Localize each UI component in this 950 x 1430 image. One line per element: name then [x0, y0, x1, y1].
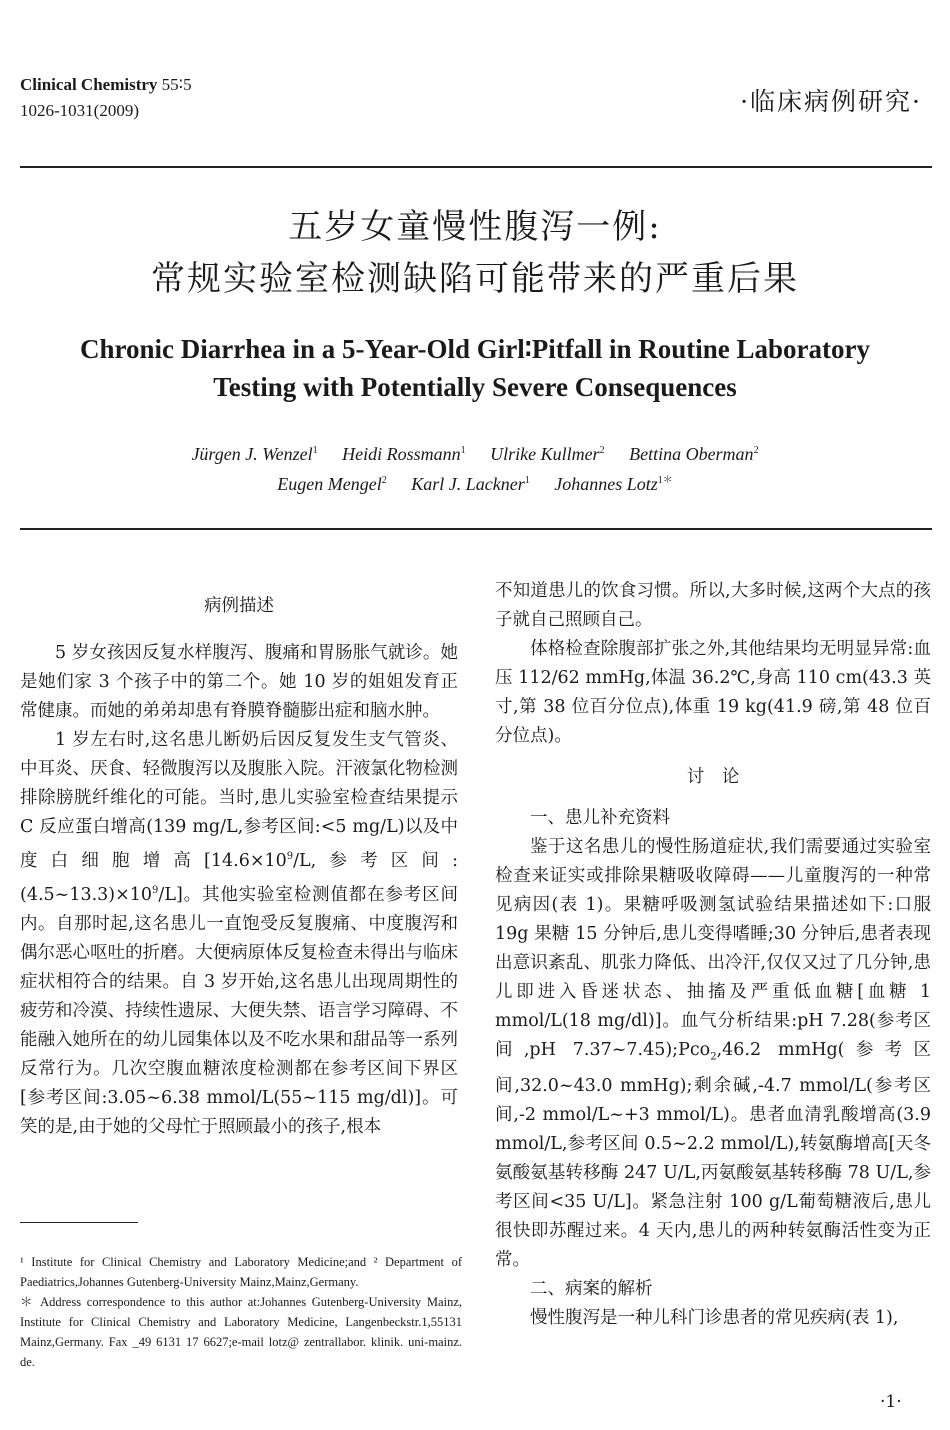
- author: Karl J. Lackner$^1$: [411, 474, 530, 494]
- author: Eugen Mengel$^2$: [277, 474, 387, 494]
- title-en-line1: Chronic Diarrhea in a 5-Year-Old Girl∶Pitfall in Routine Laboratory: [80, 334, 870, 364]
- section-heading-discussion: 讨 论: [686, 767, 740, 787]
- discussion-paragraph-2: 慢性腹泻是一种儿科门诊患者的常见疾病(表 1),: [530, 1307, 899, 1328]
- volume-issue: 55∶5: [161, 75, 192, 94]
- case-paragraph-continued: 不知道患儿的饮食习惯。所以,大多时候,这两个大点的孩子就自己照顾自己。: [495, 581, 931, 630]
- author-line-2: [0, 466, 950, 499]
- footnote-rule: [20, 1222, 138, 1223]
- pages-year: 1026-1031(2009): [20, 101, 139, 120]
- case-paragraph-1: 5 岁女孩因反复水样腹泻、腹痛和胃肠胀气就诊。她是她们家 3 个孩子中的第二个。她 10 岁的姐姐发育正常健康。而她的弟弟却患有脊膜脊髓膨出症和脑水肿。: [20, 643, 458, 721]
- journal-citation: [20, 72, 192, 124]
- author: Ulrike Kullmer$^2$: [490, 444, 605, 464]
- left-column: [20, 592, 458, 1142]
- author: Johannes Lotz$^{1*}$: [554, 474, 673, 494]
- footnotes: [20, 1252, 462, 1372]
- subheading-analysis: 二、病案的解析: [530, 1278, 653, 1299]
- footnote-affiliations: ¹ Institute for Clinical Chemistry and Laboratory Medicine;and ² Department of Paediatrics,Johannes Gutenberg-University Mainz,Mainz,Germany.: [20, 1255, 462, 1289]
- exam-paragraph: 体格检查除腹部扩张之外,其他结果均无明显异常:血压 112/62 mmHg,体温 36.2℃,身高 110 cm(43.3 英寸,第 38 位百分位点),体重 19 kg(41.9 磅,第 48 位百分位点)。: [495, 639, 931, 746]
- right-column: [495, 577, 931, 1333]
- subheading-supplementary: 一、患儿补充资料: [530, 808, 670, 828]
- author: Bettina Oberman$^2$: [629, 444, 759, 464]
- author-line-1: [0, 436, 950, 469]
- journal-name: Clinical Chemistry: [20, 75, 158, 94]
- author: Jürgen J. Wenzel$^1$: [191, 444, 318, 464]
- case-paragraph-2: 1 岁左右时,这名患儿断奶后因反复发生支气管炎、中耳炎、厌食、轻微腹泻以及腹胀入院。汗液氯化物检测排除膀胱纤维化的可能。当时,患儿实验室检查结果提示 C 反应蛋白增高(139 mg/L,参考区间:<5 mg/L)以及中度白细胞增高[$14.6\times 10^9/L$,参考区间$:(4.5\sim 13.3)\times 10^9/L$]。其他实验室检测值都在参考区间内。自那时起,这名患儿一直饱受反复腹痛、中度腹泻和偶尔恶心呕吐的折磨。大便病原体反复检查未得出与临床症状相符合的结果。自 3 岁开始,这名患儿出现周期性的疲劳和冷漠、持续性遗尿、大便失禁、语言学习障碍、不能融入她所在的幼儿园集体以及不吃水果和甜品等一系列反常行为。几次空腹血糖浓度检测都在参考区间下界区[参考区间:3.05~6.38 mmol/L(55~115 mg/dl)]。可笑的是,由于她的父母忙于照顾最小的孩子,根本: [20, 730, 458, 1137]
- section-heading-case: 病例描述: [204, 596, 274, 616]
- header-rule: [20, 166, 932, 168]
- author: Heidi Rossmann$^1$: [342, 444, 466, 464]
- discussion-paragraph-1: 鉴于这名患儿的慢性肠道症状,我们需要通过实验室检查来证实或排除果糖吸收障碍——儿童腹泻的一种常见病因(表 1)。果糖呼吸测氢试验结果描述如下:口服 19g 果糖 15 分钟后,患儿变得嗜睡;30 分钟后,患者表现出意识紊乱、肌张力降低、出冷汗,仅仅又过了几分钟,患儿即进入昏迷状态、抽搐及严重低血糖[血糖 1 mmol/L(18 mg/dl)]。血气分析结果:pH 7.28(参考区间,pH 7.37~7.45);Pco$_2$,46.2 mmHg(参考区间,32.0~43.0 mmHg);剩余碱,-4.7 mmol/L(参考区间,-2 mmol/L~+3 mmol/L)。患者血清乳酸增高(3.9 mmol/L,参考区间 0.5~2.2 mmol/L),转氨酶增高[天冬氨酸氨基转移酶 247 U/L,丙氨酸氨基转移酶 78 U/L,参考区间<35 U/L]。紧急注射 100 g/L葡萄糖液后,患儿很快即苏醒过来。4 天内,患儿的两种转氨酶活性变为正常。: [495, 837, 931, 1270]
- section-tag: ·临床病例研究·: [740, 87, 922, 116]
- title-cn-line2: 常规实验室检测缺陷可能带来的严重后果: [151, 259, 799, 299]
- footnote-correspondence: ＊ Address correspondence to this author at:Johannes Gutenberg-University Mainz, Institute for Clinical Chemistry and Laboratory Medicine, Langenbeckstr.1,55131 Mainz,Germany. Fax _49 6131 17 6627;e-mail lotz@ zentrallabor. klinik. uni-mainz. de.: [20, 1295, 462, 1369]
- title-en-line2: Testing with Potentially Severe Consequences: [213, 372, 737, 402]
- title-cn-line1: 五岁女童慢性腹泻一例:: [288, 207, 662, 247]
- page-number: ·1·: [880, 1392, 902, 1412]
- authors-rule: [20, 528, 932, 530]
